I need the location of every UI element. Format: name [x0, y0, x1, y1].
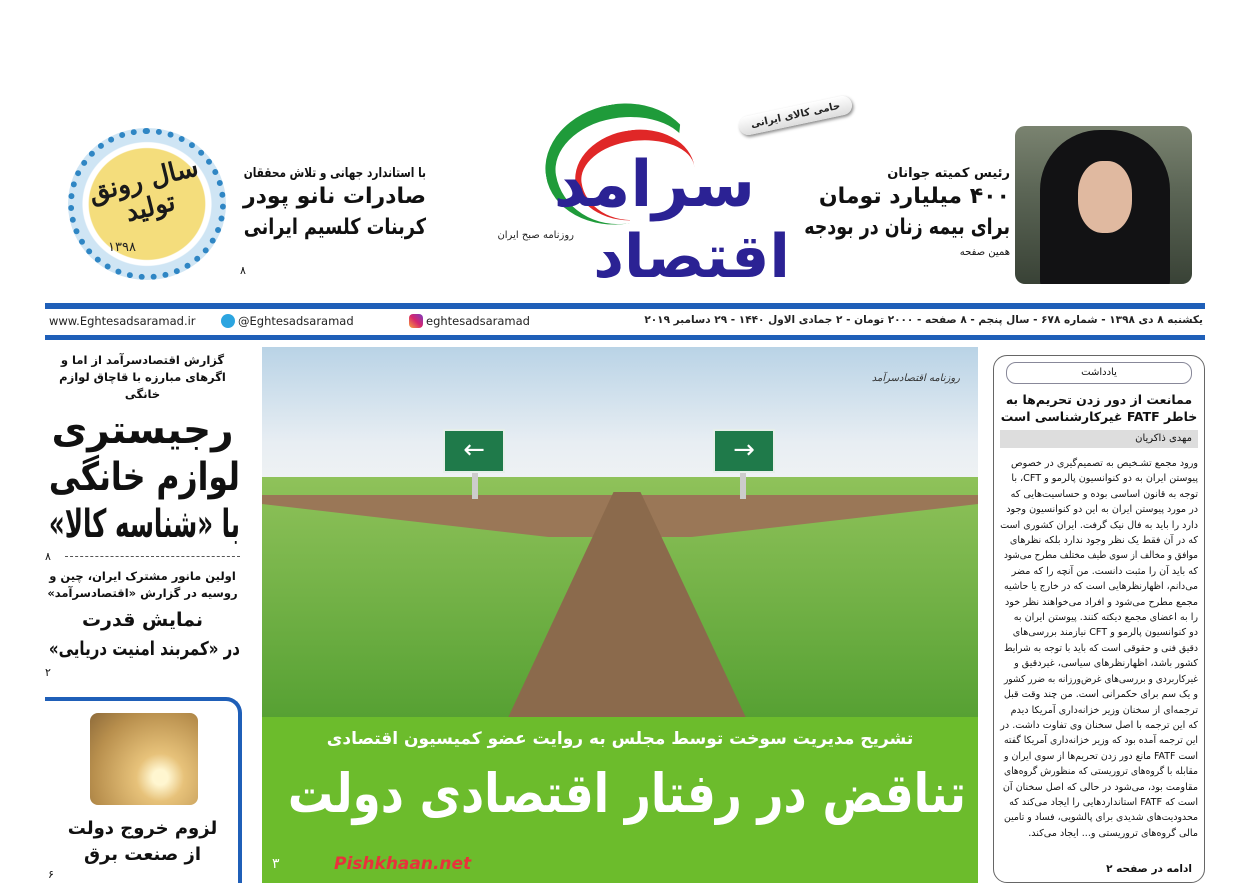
lead-kicker: تشریح مدیریت سوخت توسط مجلس به روایت عضو کمیسیون اقتصادی: [326, 729, 914, 749]
editorial-box[interactable]: [993, 355, 1205, 883]
editorial-line: است که FATF استانداردهایی را ایجاد می‌کند که: [1009, 796, 1198, 808]
page-row: [45, 549, 240, 563]
editorial-line: دقیق فنی و حقوقی است که باید با توجه به شرایط: [1003, 642, 1198, 654]
page-row: [45, 665, 240, 679]
editorial-line: دارد را باید به فال نیک گرفت. ایران کشوری است: [1000, 519, 1198, 531]
story2-headline[interactable]: [45, 606, 240, 664]
headline-line: در «کمربند امنیت دریایی»: [48, 638, 241, 660]
arrow-left-sign-icon: ←: [443, 429, 505, 473]
story-headline-2: کربنات کلسیم ایرانی: [243, 215, 426, 240]
telegram-icon: [221, 314, 235, 328]
editorial-line: مالی گروه‌های تروریستی و... ایجاد می‌کند.: [1028, 827, 1198, 839]
left-column: [45, 352, 240, 684]
editorial-line: در مورد پیوستن ایران به این دو کنوانسیون وجود: [1006, 504, 1198, 516]
continued-link[interactable]: ادامه در صفحه ۲: [1106, 863, 1192, 875]
masthead-subtitle: روزنامه صبح ایران: [497, 230, 574, 241]
top-left-story[interactable]: [240, 166, 426, 243]
lead-story[interactable]: [262, 347, 978, 883]
editorial-line: مجمع مطرح می‌شود و افراد می‌خواهند نظر خود: [1004, 596, 1198, 608]
editorial-title: ممانعت از دور زدن تحریم‌ها به خاطر FATF غیرکارشناسی است: [1000, 392, 1198, 424]
masthead-title-top: سرامد: [553, 148, 755, 222]
editorial-line: محدودیت‌های شدیدی برای پالشویی، فساد و تامین: [1003, 812, 1198, 824]
editorial-body: [1000, 456, 1198, 841]
editorial-line: ورود مجمع تشـخیص به تصمیم‌گیری در خصوص: [1011, 458, 1198, 469]
page-ref: ۸: [240, 264, 246, 277]
masthead-title-bottom: اقتصاد: [593, 222, 790, 292]
instagram-link[interactable]: [409, 314, 530, 328]
divider-bar-bottom: [45, 335, 1205, 340]
lead-headline: تناقض در رفتار اقتصادی دولت: [287, 762, 966, 825]
divider-bar-top: [45, 303, 1205, 309]
slogan-calligraphy: سال رونق تولید: [85, 152, 202, 229]
story3-headline: [50, 816, 235, 868]
story-headline-2: برای بیمه زنان در بودجه: [804, 215, 1010, 240]
story-kicker: با استاندارد جهانی و تلاش محققان: [243, 166, 426, 181]
slogan-year: ۱۳۹۸: [108, 240, 136, 255]
editorial-line: می‌دانم، اظهارنظرهایی است که در خارج یا حاشیه: [1003, 581, 1198, 593]
watermark: Pishkhaan.net: [334, 854, 472, 874]
headline-line: رجیستری: [51, 408, 234, 453]
editorial-line: و یک سم برای حکمرانی است. من چند وقت قبل: [1003, 689, 1198, 701]
story1-kicker: گزارش اقتصادسرآمد از اما و اگرهای مبارزه با قاچاق لوازم خانگی: [59, 353, 226, 401]
editorial-line: که باید آن را مثبت دانست. من آنچه را که مضر: [1011, 565, 1198, 577]
year-slogan-logo: [58, 124, 236, 284]
instagram-icon: [409, 314, 423, 328]
headline-line: نمایش قدرت: [81, 609, 204, 631]
power-tower-photo: [90, 713, 198, 805]
telegram-link[interactable]: [221, 314, 354, 328]
editorial-line: مقاومت بود، می‌شود در حالی که اصل سخنان آن: [1002, 781, 1198, 793]
editorial-line: کشور باشد، اظهارنظرهای سیاسی، غیردقیق و: [1014, 658, 1198, 670]
page-ref: همین صفحه: [959, 247, 1010, 258]
headline-line: با «شناسه کالا»: [48, 502, 240, 547]
story-headline-1: صادرات نانو پودر: [242, 184, 426, 209]
headline-line: از صنعت برق: [83, 844, 202, 865]
editorial-line: پیوستن ایران به دو کنوانسیون پالرمو و CFT، با: [1011, 473, 1198, 485]
telegram-handle: @Eghtesadsaramad: [238, 314, 354, 328]
masthead-badge: حامی کالای ایرانی: [737, 94, 854, 137]
photo-credit: روزنامه اقتصادسرآمد: [871, 373, 960, 384]
instagram-handle: eghtesadsaramad: [426, 314, 530, 328]
editorial-tag: یادداشت: [1006, 362, 1192, 384]
page-ref: ۶: [48, 868, 54, 881]
editorial-author: مهدی ذاکریان: [1000, 430, 1198, 448]
editorial-line: توجه به قانون اساسی بوده و حساسیت‌هایی که: [1010, 488, 1198, 500]
page-ref: ۸: [45, 549, 51, 563]
story-photo: [1015, 126, 1192, 284]
page-ref: ۲: [45, 665, 51, 679]
editorial-line: که در آن فقط یک نظر وجود ندارد بلکه نظرهای: [1009, 535, 1198, 547]
story-kicker: رئیس کمیته جوانان: [887, 166, 1010, 181]
editorial-line: موافق و مخالف از سوی طیف مختلف مطرح می‌شود: [1003, 550, 1198, 562]
page-ref: ۳: [272, 856, 280, 872]
editorial-line: را به اعضای مجمع دیکته کنند. پیوستن ایران به: [1013, 612, 1198, 624]
story2-kicker: اولین مانور مشترک ایران، چین و روسیه در گزارش «اقتصادسرآمد»: [47, 569, 238, 600]
editorial-line: ترجمه‌ای از سخنان وزیر خزانه‌داری آمریکا دیدم: [1010, 704, 1198, 716]
editorial-line: غیرکاربردی و بررسی‌های غرض‌ورزانه به ضرر کشور: [1003, 673, 1198, 685]
editorial-line: این ترجمه آمده بود که وزیر خزانه‌داری آمریکا گفته: [1003, 735, 1198, 747]
editorial-line: است FATF مانع دور زدن تحریم‌ها از سوی ایران و: [1003, 750, 1198, 762]
issue-info: یکشنبه ۸ دی ۱۳۹۸ - شماره ۶۷۸ - سال پنجم - ۸ صفحه - ۲۰۰۰ تومان - ۲ جمادی الاول ۱۴۴۰ - ۲۹ دسامبر ۲۰۱۹: [644, 314, 1203, 326]
divider: [65, 556, 240, 557]
top-right-story[interactable]: [800, 166, 1010, 258]
editorial-line: مقابله با گروه‌های تروریستی که منظورش گروه‌های: [1003, 766, 1198, 778]
headline-line: لزوم خروج دولت: [67, 818, 218, 839]
arrow-right-sign-icon: →: [713, 429, 775, 473]
headline-line: لوازم خانگی: [48, 455, 241, 500]
website-link[interactable]: www.Eghtesadsaramad.ir: [49, 314, 196, 328]
editorial-line: که این ترجمه با اصل سخنان وی تفاوت داشت. در: [1000, 719, 1198, 731]
story1-headline[interactable]: [45, 407, 240, 548]
info-bar: [45, 311, 1205, 333]
editorial-line: دو کنوانسیون پالرمو و CFT نیازمند بررسی‌های: [1012, 627, 1198, 639]
story-headline-1: ۴۰۰ میلیارد تومان: [818, 184, 1010, 209]
